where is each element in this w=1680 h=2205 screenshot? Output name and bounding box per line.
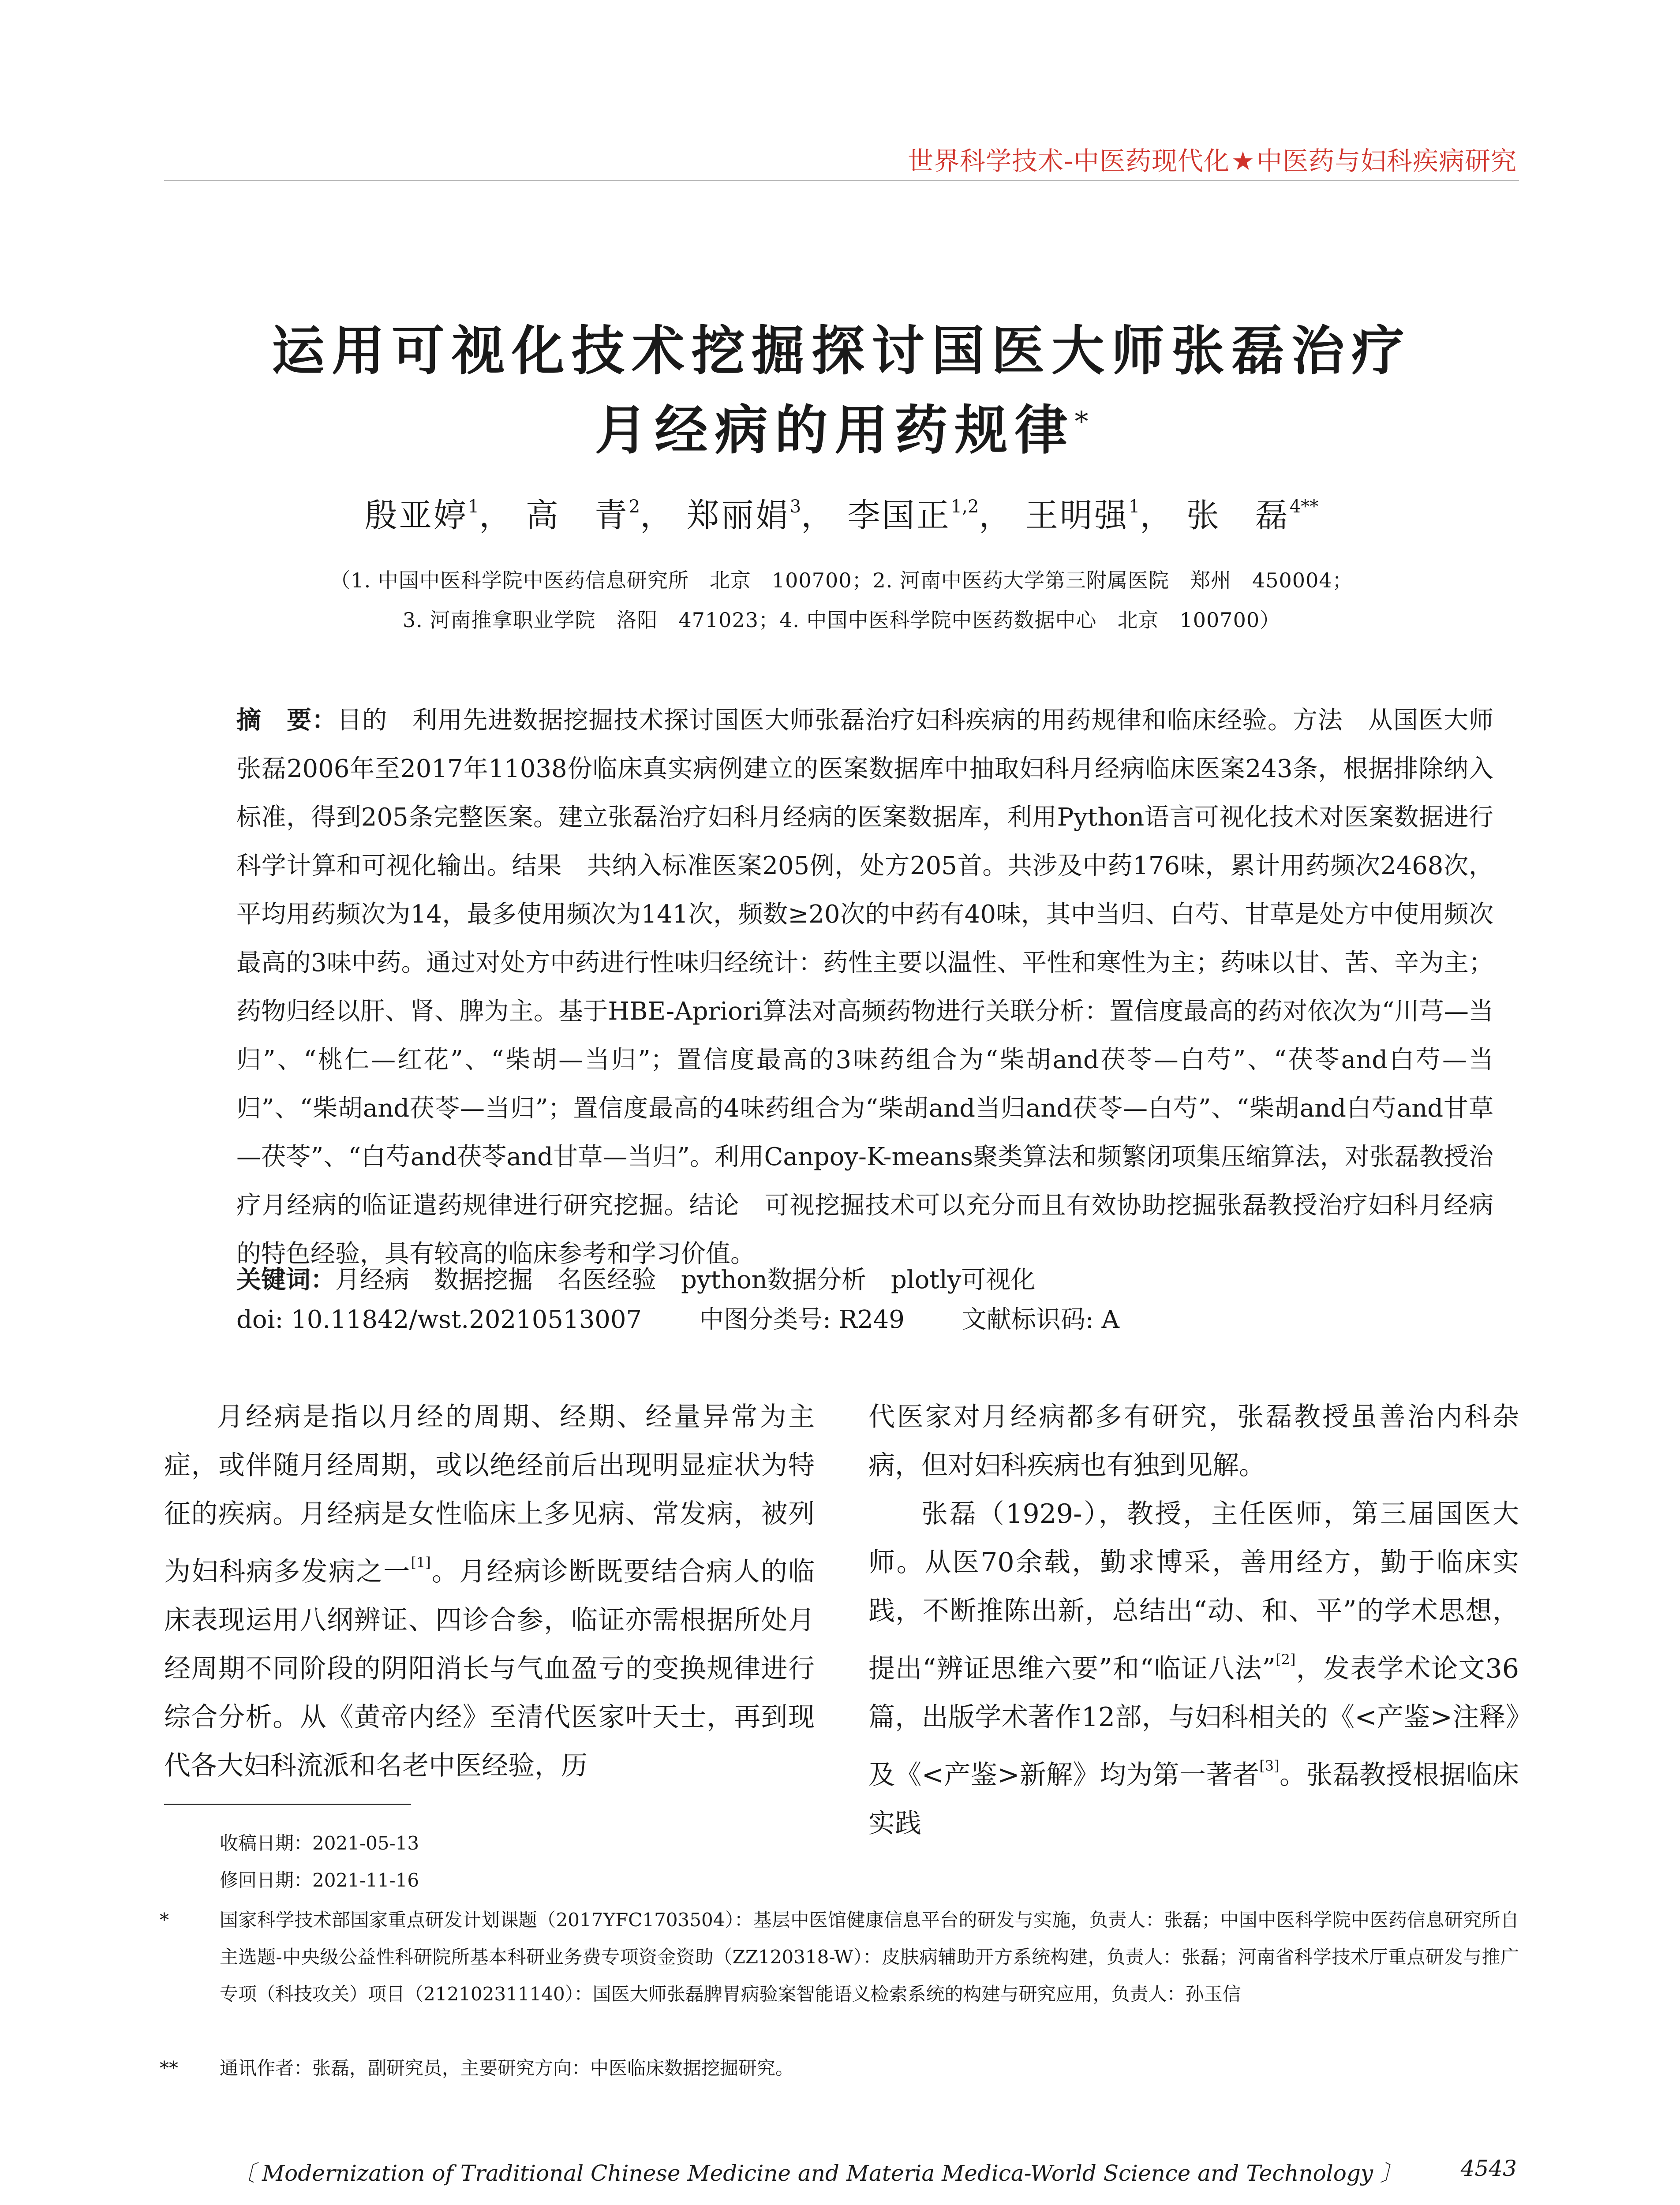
header-divider — [164, 180, 1519, 181]
article-title-line-2 — [164, 388, 1519, 464]
body-text: 。月经病诊断既要结合病人的临床表现运用八纲辨证、四诊合参，临证亦需根据所处月经周期不同阶段的阴阳消长与气血盈亏的变换规律进行综合分析。从《黄帝内经》至清代医家叶天士，再到现代各大妇科流派和名老中医经验，历 — [164, 1556, 815, 1781]
abstract-label: 摘 要： — [236, 706, 337, 735]
running-header-journal: 世界科学技术-中医药现代化 — [908, 146, 1230, 176]
funding-note: 国家科学技术部国家重点研发计划课题（2017YFC1703504）：基层中医馆健康信息平台的研发与实施，负责人：张磊；中国中医科学院中医药信息研究所自主选题-中央级公益性科研院所基本科研业务费专项资金资助（ZZ120318-W）：皮肤病辅助开方系统构建，负责人：张磊；河南省科学技术厅重点研发与推广专项（科技攻关）项目（212102311140）：国医大师张磊脾胃病验案智能语义检索系统的构建与研究应用，负责人：孙玉信 — [220, 1909, 1519, 2005]
funding-mark: * — [160, 1909, 169, 1931]
affiliation-line-1: （1. 中国中医科学院中医药信息研究所 北京 100700；2. 河南中医药大学第三附属医院 郑州 450004； — [330, 568, 1353, 592]
running-header-section: 中医药与妇科疾病研究 — [1256, 146, 1517, 176]
corresponding-author-note: 通讯作者：张磊，副研究员，主要研究方向：中医临床数据挖掘研究。 — [220, 2057, 794, 2079]
article-title-text: 月经病的用药规律 — [595, 399, 1075, 461]
author-name: 李国正 — [847, 497, 951, 534]
body-paragraph: 代医家对月经病都多有研究，张磊教授虽善治内科杂病，但对妇科疾病也有独到见解。 — [868, 1401, 1519, 1481]
doi: doi: 10.11842/wst.20210513007 — [236, 1305, 642, 1334]
author-name: 郑丽娟 — [686, 497, 790, 534]
citation-ref[interactable]: [2] — [1276, 1651, 1296, 1668]
star-icon: ★ — [1231, 146, 1255, 176]
body-paragraph — [164, 1393, 815, 1790]
author-list: 殷亚婷$^1$， 高 青$^2$， 郑丽娟$^3$， 李国正$^{1,2}$， 王明强$^1$， 张 磊$^{4**}$ — [364, 497, 1319, 534]
keywords-label: 关键词： — [236, 1265, 335, 1294]
body-column-left — [164, 1393, 815, 1790]
document-code: 文献标识码: A — [962, 1305, 1119, 1334]
running-header — [908, 140, 1517, 177]
abstract — [236, 696, 1493, 1278]
body-text: 。张磊教授根据临床实践 — [868, 1760, 1519, 1839]
affiliation-line-2: 3. 河南推拿职业学院 洛阳 471023；4. 中国中医科学院中医药数据中心 北京 100700） — [402, 608, 1281, 632]
footnote-divider — [164, 1804, 411, 1805]
body-text: 张磊（1929-），教授，主任医师，第三届国医大师。从医70余载，勤求博采，善用经方，勤于临床实践，不断推陈出新，总结出“动、和、平”的学术思想，提出“辨证思维六要”和“临证八法” — [868, 1499, 1519, 1684]
abstract-text: 目的 利用先进数据挖掘技术探讨国医大师张磊治疗妇科疾病的用药规律和临床经验。方法 从国医大师张磊2006年至2017年11038份临床真实病例建立的医案数据库中抽取妇科月经病临床医案243条，根据排除纳入标准，得到205条完整医案。建立张磊治疗妇科月经病的医案数据库，利用Python语言可视化技术对医案数据进行科学计算和可视化输出。结果 共纳入标准医案205例，处方205首。共涉及中药176味，累计用药频次2468次，平均用药频次为14，最多使用频次为141次，频数≥20次的中药有40味，其中当归、白芍、甘草是处方中使用频次最高的3味中药。通过对处方中药进行性味归经统计：药性主要以温性、平性和寒性为主；药味以甘、苦、辛为主；药物归经以肝、肾、脾为主。基于HBE-Apriori算法对高频药物进行关联分析：置信度最高的药对依次为“川芎—当归”、“桃仁—红花”、“柴胡—当归”；置信度最高的3味药组合为“柴胡and茯苓—白芍”、“茯苓and白芍—当归”、“柴胡and茯苓—当归”；置信度最高的4味药组合为“柴胡and当归and茯苓—白芍”、“柴胡and白芍and甘草—茯苓”、“白芍and茯苓and甘草—当归”。利用Canpoy-K-means聚类算法和频繁闭项集压缩算法，对张磊教授治疗月经病的临证遣药规律进行研究挖掘。结论 可视挖掘技术可以充分而且有效协助挖掘张磊教授治疗妇科月经病的特色经验，具有较高的临床参考和学习价值。 — [236, 706, 1494, 1268]
body-paragraph — [868, 1490, 1519, 1848]
body-column-right — [868, 1393, 1519, 1848]
author-name: 高 青 — [525, 497, 629, 534]
article-title-line-1: 运用可视化技术挖掘探讨国医大师张磊治疗 — [272, 320, 1411, 382]
author-affiliation-mark: 1 — [1128, 497, 1140, 517]
author-affiliation-mark: 2 — [629, 497, 640, 517]
author-name: 殷亚婷 — [364, 497, 468, 534]
author-affiliation-mark: 1,2 — [950, 497, 979, 517]
author-name: 王明强 — [1025, 497, 1129, 534]
body-text: ，发表学术论文36篇，出版学术著作12部，与妇科相关的《<产鉴>注释》及《<产鉴>新解》均为第一著者 — [868, 1653, 1519, 1790]
article-identifiers — [236, 1300, 1177, 1335]
revised-date: 修回日期：2021-11-16 — [220, 1869, 419, 1891]
author-affiliation-mark: 3 — [789, 497, 801, 517]
keywords — [236, 1260, 1035, 1296]
body-text: 月经病是指以月经的周期、经期、经量异常为主症，或伴随月经周期，或以绝经前后出现明显症状为特征的疾病。月经病是女性临床上多见病、常发病，被列为妇科病多发病之一 — [164, 1401, 815, 1587]
received-date: 收稿日期：2021-05-13 — [220, 1832, 419, 1854]
citation-ref[interactable]: [3] — [1259, 1757, 1280, 1774]
journal-name-footer: 〔 Modernization of Traditional Chinese Medicine and Materia Medica-World Science and Technology 〕 — [233, 2160, 1402, 2186]
citation-ref[interactable]: [1] — [411, 1554, 431, 1571]
page-number: 4543 — [1460, 2156, 1517, 2181]
author-affiliation-mark: 4** — [1289, 497, 1319, 517]
clc-number: 中图分类号: R249 — [699, 1305, 905, 1334]
author-affiliation-mark: 1 — [468, 497, 479, 517]
keywords-text: 月经病 数据挖掘 名医经验 python数据分析 plotly可视化 — [335, 1266, 1036, 1294]
corresponding-mark: ** — [160, 2057, 178, 2079]
title-footnote-mark: * — [1074, 405, 1089, 437]
author-name: 张 磊 — [1186, 497, 1290, 534]
